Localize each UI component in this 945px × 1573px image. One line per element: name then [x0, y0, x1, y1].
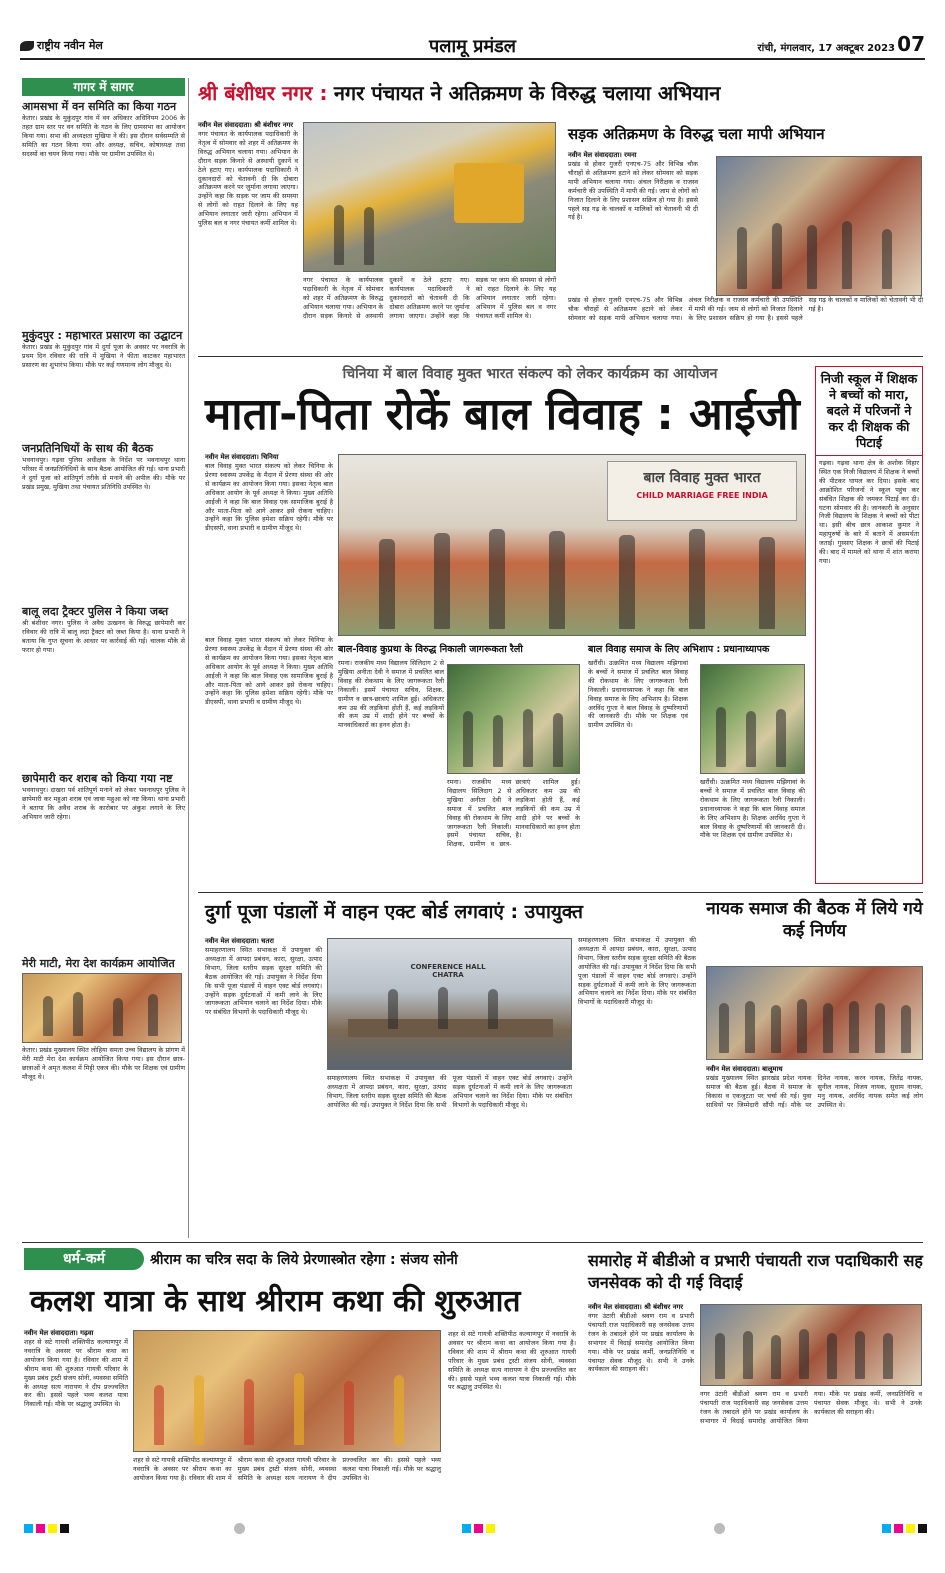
- brief-text: भवनाथपुर। गढ़वा पुलिस अधीक्षक के निर्देश पर भवनाथपुर थाना परिसर में जनप्रतिनिधियों के साथ बैठक आयोजित की गई। थाना प्रभारी ने दुर्गा पूजा को शांतिपूर्ण तरीके से मनाने की अपील की। मौके पर प्रखंड प्रमुख, मुखिया तथा पंचायत प्रतिनिधि उपस्थित थे।: [22, 456, 185, 491]
- brief-item: [22, 100, 185, 326]
- brief-item: [22, 605, 185, 769]
- story2-byline: नवीन मेल संवाददाता। रमना: [568, 151, 637, 159]
- story2-headline: सड़क अतिक्रमण के विरुद्ध चला मापी अभियान: [568, 125, 825, 143]
- story3-headline: माता-पिता रोकें बाल विवाह : आईजी: [205, 389, 800, 440]
- story10-text-continued: नगर उंटारी बीडीओ श्रवण राम व प्रभारी पंचायती राज पदाधिकारी सह जनसेवक उत्तम रंजन के तबादले होने पर प्रखंड कार्यालय के सभागार में विदाई समारोह आयोजित किया गया। मौके पर प्रखंड कर्मी, जनप्रतिनिधि व पंचायत सेवक मौजूद थे। सभी ने उनके कार्यकाल की सराहना की।: [700, 1390, 922, 1425]
- story7-byline: नवीन मेल संवाददाता। चतरा: [205, 937, 274, 945]
- road-measure-photo: [716, 156, 922, 296]
- school-rally-photo: [700, 664, 805, 774]
- print-registration-bar: [24, 1522, 929, 1536]
- story4-text-continued: रमना। राजकीय मध्य विद्यालय सिलिदाग 2 से मुखिया अनीता देवी ने समाज में प्रचलित बाल विवाह की रोकथाम के लिए जागरूकता रैली निकाली। इसमें पंचायत सचिव, शिक्षक, ग्रामीण व छात्र-छात्राएं शामिल हुई। अधिकतर कम उम्र की लड़कियां होती हैं, कई लड़कियों की कम उम्र में शादी होने पर बच्चों के मानवाधिकारों का हनन होता है।: [447, 778, 580, 849]
- rally-photo: [447, 664, 580, 774]
- story10-text: नगर उंटारी बीडीओ श्रवण राम व प्रभारी पंचायती राज पदाधिकारी सह जनसेवक उत्तम रंजन के तबादले होने पर प्रखंड कार्यालय के सभागार में विदाई समारोह आयोजित किया गया। मौके पर प्रखंड कर्मी, जनप्रतिनिधि व पंचायत सेवक मौजूद थे। सभी ने उनके कार्यकाल की सराहना की।: [588, 1312, 694, 1374]
- story2-text: प्रखंड से होकर गुजरी एनएच-75 और विभिन्न चौक चौराहों से अतिक्रमण हटाने को लेकर सोमवार को सड़क मापी अभियान चलाया गया। अंचल निरीक्षक व राजस्व कर्मचारी की उपस्थिति में मापी की गई। जाम से लोगों को निजात दिलाने के लिए प्रशासन सक्रिय हो गया है। इससे पहले सड़ गढ़ के चालकों व मालिकों को चेतावनी भी दी गई है।: [568, 160, 698, 222]
- story1-text-continued: नगर पंचायत के कार्यपालक पदाधिकारी के नेतृत्व में सोमवार को शहर में अतिक्रमण के विरुद्ध अभियान चलाया गया। अभियान के दौरान सड़क किनारे से अस्थायी दुकानें व ठेले हटाए गए। कार्यपालक पदाधिकारी ने दुकानदारों को चेतावनी दी कि दोबारा अतिक्रमण करने पर जुर्माना लगाया जाएगा। उन्होंने कहा कि सड़क पर जाम की समस्या से लोगों को राहत दिलाने के लिए यह अभियान लगातार जारी रहेगा। अभियान में पुलिस बल व नगर पंचायत कर्मी शामिल थे।: [303, 276, 556, 320]
- brief-item: [22, 329, 185, 439]
- story6-headline: निजी स्कूल में शिक्षक ने बच्चों को मारा, बदले में परिजनों ने कर दी शिक्षक की पिटाई: [816, 367, 922, 456]
- story8-text: प्रखंड मुख्यालय स्थित झारखंड प्रदेश नायक समाज की बैठक हुई। बैठक में समाज के विकास व एकजुटता पर चर्चा की गई। युवा साथियों पर जिम्मेदारी सौंपी गई। मौके पर दिनेश नायक, करन नायक, जितेंद्र नायक, सुनील नायक, विजय नायक, सुधाम नायक, मनु नायक, अरविंद नायक समेत कई लोग उपस्थित थे।: [706, 1074, 923, 1109]
- story9-byline: नवीन मेल संवाददाता। गढ़वा: [24, 1329, 94, 1337]
- excavator-shape: [454, 163, 524, 223]
- story2-text-continued: प्रखंड से होकर गुजरी एनएच-75 और विभिन्न चौक चौराहों से अतिक्रमण हटाने को लेकर सोमवार को सड़क मापी अभियान चलाया गया। अंचल निरीक्षक व राजस्व कर्मचारी की उपस्थिति में मापी की गई। जाम से लोगों को निजात दिलाने के लिए प्रशासन सक्रिय हो गया है। इससे पहले सड़ गढ़ के चालकों व मालिकों को चेतावनी भी दी गई है।: [568, 296, 923, 322]
- masthead: [20, 32, 925, 60]
- story1-byline: नवीन मेल संवाददाता। श्री बंशीधर नगर: [198, 121, 294, 129]
- story5-text-continued: खरौंधी। उत्क्रमित मध्य विद्यालय मझिगावां के बच्चों ने समाज में प्रचलित बाल विवाह की रोकथाम के लिए जागरूकता रैली निकाली। प्रधानाध्यापक ने कहा कि बाल विवाह समाज के लिए अभिशाप है। शिक्षक अरविंद गुप्ता ने बाल विवाह के दुष्परिणामों की जानकारी दी। मौके पर शिक्षक एवं ग्रामीण उपस्थित थे।: [700, 778, 805, 840]
- paper-name: राष्ट्रीय नवीन मेल: [37, 39, 103, 52]
- story7-headline: दुर्गा पूजा पंडालों में वाहन एक्ट बोर्ड लगवाएं : उपायुक्त: [205, 901, 583, 923]
- magenta-swatch-icon: [894, 1524, 903, 1533]
- brief-photo: [22, 973, 182, 1043]
- event-banner: [607, 461, 797, 521]
- brief-text: भवनाथपुर। दाखरा पर्व शांतिपूर्ण मनाने को लेकर भवनाथपुर पुलिस ने छापेमारी कर महुआ शराब एवं जावा महुआ को नष्ट किया। थाना प्रभारी ने बताया कि अवैध शराब के कारोबार पर अंकुश लगाने के लिए अभियान जारी रहेगा।: [22, 786, 185, 821]
- registration-dot-icon: [714, 1523, 725, 1534]
- story10-byline: नवीन मेल संवाददाता। श्री बंशीधर नगर: [588, 1303, 684, 1311]
- story4-text: रमना। राजकीय मध्य विद्यालय सिलिदाग 2 से मुखिया अनीता देवी ने समाज में प्रचलित बाल विवाह की रोकथाम के लिए जागरूकता रैली निकाली। इसमें पंचायत सचिव, शिक्षक, ग्रामीण व छात्र-छात्राएं शामिल हुई। अधिकतर कम उम्र की लड़कियां होती हैं, कई लड़कियों की कम उम्र में शादी होने पर बच्चों के मानवाधिकारों का हनन होता है।: [338, 659, 444, 730]
- black-swatch-icon: [60, 1524, 69, 1533]
- kalash-yatra-photo: [133, 1330, 441, 1452]
- brief-item: [22, 957, 185, 1186]
- story9-headline: कलश यात्रा के साथ श्रीराम कथा की शुरुआत: [30, 1284, 521, 1319]
- story1-headline-row: [198, 80, 721, 106]
- black-swatch-icon: [918, 1524, 927, 1533]
- yellow-swatch-icon: [486, 1524, 495, 1533]
- magenta-swatch-icon: [474, 1524, 483, 1533]
- brief-item: [22, 442, 185, 602]
- magenta-swatch-icon: [36, 1524, 45, 1533]
- brief-headline: बालू लदा ट्रैक्टर पुलिस ने किया जब्त: [22, 605, 169, 618]
- story3-text: बाल विवाह मुक्त भारत संकल्प को लेकर चिनिया के प्रेरणा स्वास्थ्य उपकेंद्र के मैदान में प्रेरणा संस्था की ओर से कार्यक्रम का आयोजन किया गया। इसका नेतृत्व बाल अधिकार आयोग के पूर्व अध्यक्ष ने किया। मुख्य अतिथि आईजी ने कहा कि बाल विवाह एक सामाजिक बुराई है और माता-पिता को आगे आकर इसे रोकना चाहिए। उन्होंने कहा कि पुलिस हमेशा सक्रिय रहेगी। मौके पर डीएसपी, थाना प्रभारी व ग्रामीण मौजूद थे।: [205, 462, 333, 533]
- yellow-swatch-icon: [48, 1524, 57, 1533]
- column-tag: गागर में सागर: [22, 78, 185, 96]
- brief-text: केतार। प्रखंड मुख्यालय स्थित लोहिया समता उच्च विद्यालय के प्रांगण में मेरी माटी मेरा देश कार्यक्रम आयोजित किया गया। इस दौरान छात्र-छात्राओं ने अमृत कलश में मिट्टी एकत्र की। मौके पर शिक्षक एवं ग्रामीण मौजूद थे।: [22, 1046, 185, 1081]
- banner-hindi: बाल विवाह मुक्त भारत: [643, 470, 761, 486]
- brief-headline: आमसभा में वन समिति का किया गठन: [22, 100, 177, 113]
- brief-headline: मुकुंदपुर : महाभारत प्रसारण का उद्घाटन: [22, 329, 183, 342]
- story5-headline: बाल विवाह समाज के लिए अभिशाप : प्रधानाध्यापक: [588, 644, 770, 655]
- story4-headline: बाल-विवाह कुप्रथा के विरुद्ध निकाली जागरूकता रैली: [338, 644, 523, 655]
- left-column: [22, 78, 189, 1238]
- brief-headline: मेरी माटी, मेरा देश कार्यक्रम आयोजित: [22, 957, 175, 970]
- farewell-photo: [700, 1304, 922, 1386]
- story-teacher-beaten: [815, 366, 923, 884]
- story6-text: गढ़वा। गढ़वा थाना क्षेत्र के अशोक विहार स्थित एक निजी विद्यालय में शिक्षक ने बच्चों की पीटकर घायल कर दिया। इसके बाद आक्रोशित परिजनों ने स्कूल पहुंच कर संबंधित शिक्षक की जमकर पिटाई कर दी। घटना सोमवार की है। जानकारी के अनुसार निजी विद्यालय के शिक्षक ने बच्चों को पीटा था। इसी बीच छात्र आकाश कुमार ने महापुरुषों के बारे में बताने में असमर्थता जताई। गुस्साए शिक्षक ने छात्रों की पिटाई की। बाद में मामले को थाना में शांत कराया गया।: [819, 459, 919, 565]
- story3-text-continued: बाल विवाह मुक्त भारत संकल्प को लेकर चिनिया के प्रेरणा स्वास्थ्य उपकेंद्र के मैदान में प्रेरणा संस्था की ओर से कार्यक्रम का आयोजन किया गया। इसका नेतृत्व बाल अधिकार आयोग के पूर्व अध्यक्ष ने किया। मुख्य अतिथि आईजी ने कहा कि बाल विवाह एक सामाजिक बुराई है और माता-पिता को आगे आकर इसे रोकना चाहिए। उन्होंने कहा कि पुलिस हमेशा सक्रिय रहेगी। मौके पर डीएसपी, थाना प्रभारी व ग्रामीण मौजूद थे।: [205, 636, 333, 707]
- brief-headline: जनप्रतिनिधियों के साथ की बैठक: [22, 442, 153, 455]
- story9-text-continued: शहर से सटे गायत्री शक्तिपीठ कल्याणपुर में नवरात्रि के अवसर पर श्रीराम कथा का आयोजन किया गया है। रविवार की शाम में श्रीराम कथा की शुरुआत गायत्री परिवार के मुख्य प्रबंध ट्रस्टी संजय सोनी, व्यवस्था समिति के अध्यक्ष सत्य नारायण ने दीप प्रज्ज्वलित कर की। इससे पहले भव्य कलश यात्रा निकाली गई। मौके पर श्रद्धालु उपस्थित थे।: [133, 1456, 441, 1482]
- bulldozer-photo: [303, 122, 556, 272]
- story10-headline: समारोह में बीडीओ व प्रभारी पंचायती राज पदाधिकारी सह जनसेवक को दी गई विदाई: [588, 1251, 923, 1292]
- story3-kicker: चिनिया में बाल विवाह मुक्त भारत संकल्प को लेकर कार्यक्रम का आयोजन: [342, 366, 718, 382]
- story3-byline: नवीन मेल संवाददाता। चिनिया: [205, 453, 279, 461]
- story9-kicker: श्रीराम का चरित्र सदा के लिये प्रेरणास्त्रोत रहेगा : संजय सोनी: [150, 1252, 458, 1268]
- story7-text-continued: समाहरणालय स्थित सभाकक्ष में उपायुक्त की अध्यक्षता में आपदा प्रबंधन, कारा, सुरक्षा, उत्पाद विभाग, जिला स्तरीय सड़क सुरक्षा समिति की बैठक आयोजित की गई। उपायुक्त ने निर्देश दिया कि सभी पूजा पंडालों में वाहन एक्ट बोर्ड लगवाएं। उन्होंने सड़क दुर्घटनाओं में कमी लाने के लिए जागरूकता अभियान चलाने का निर्देश दिया। मौके पर संबंधित विभागों के पदाधिकारी मौजूद थे।: [327, 1074, 572, 1109]
- yellow-swatch-icon: [906, 1524, 915, 1533]
- hall-sign: CONFERENCE HALL CHATRA: [410, 963, 486, 979]
- story8-byline: नवीन मेल संवाददाता। बालूमाथ: [706, 1065, 783, 1073]
- dateline: रांची, मंगलवार, 17 अक्टूबर 2023: [757, 43, 895, 54]
- section-tag-dharm: धर्म-कर्म: [24, 1248, 144, 1270]
- story9-text-column: शहर से सटे गायत्री शक्तिपीठ कल्याणपुर में नवरात्रि के अवसर पर श्रीराम कथा का आयोजन किया गया है। रविवार की शाम में श्रीराम कथा की शुरुआत गायत्री परिवार के मुख्य प्रबंध ट्रस्टी संजय सोनी, व्यवस्था समिति के अध्यक्ष सत्य नारायण ने दीप प्रज्ज्वलित कर की। इससे पहले भव्य कलश यात्रा निकाली गई। मौके पर श्रद्धालु उपस्थित थे।: [448, 1330, 576, 1392]
- story9-text: शहर से सटे गायत्री शक्तिपीठ कल्याणपुर में नवरात्रि के अवसर पर श्रीराम कथा का आयोजन किया गया है। रविवार की शाम में श्रीराम कथा की शुरुआत गायत्री परिवार के मुख्य प्रबंध ट्रस्टी संजय सोनी, व्यवस्था समिति के अध्यक्ष सत्य नारायण ने दीप प्रज्ज्वलित कर की। इससे पहले भव्य कलश यात्रा निकाली गई। मौके पर श्रद्धालु उपस्थित थे।: [24, 1338, 128, 1409]
- banner-english: CHILD MARRIAGE FREE INDIA: [636, 491, 768, 500]
- brief-text: केतार। प्रखंड के मुकुंदपुर गांव में दुर्गा पूजा के अवसर पर नवरात्रि के प्रथम दिन रविवार की रात्रि में मुखिया ने फीता काटकर महाभारत प्रसारण का शुभारंभ किया। मौके पर कई गणमान्य लोग मौजूद थे।: [22, 343, 185, 369]
- brief-text: केतार। प्रखंड के मुकुंदपुर गांव में वन अधिकार अधिनियम 2006 के तहत ग्राम स्तर पर वन समिति के गठन के लिए ग्रामसभा का आयोजन किया गया। सभा की अध्यक्षता मुखिया ने की। इस दौरान सर्वसम्मति से समिति का गठन किया गया और अध्यक्ष, सचिव, कोषाध्यक्ष तथा सदस्यों का चयन किया गया। मौके पर ग्रामीण उपस्थित थे।: [22, 114, 185, 158]
- cyan-swatch-icon: [462, 1524, 471, 1533]
- cyan-swatch-icon: [882, 1524, 891, 1533]
- conference-table: [348, 1019, 553, 1037]
- brief-headline: छापेमारी कर शराब को किया गया नष्ट: [22, 772, 173, 785]
- conference-hall-photo: [327, 938, 572, 1070]
- story1-kicker: श्री बंशीधर नगर :: [198, 81, 328, 105]
- section-title: पलामू प्रमंडल: [429, 36, 516, 57]
- nayak-meeting-photo: [706, 966, 923, 1060]
- story1-headline: नगर पंचायत ने अतिक्रमण के विरुद्ध चलाया अभियान: [333, 81, 721, 105]
- story7-text-column: समाहरणालय स्थित सभाकक्ष में उपायुक्त की अध्यक्षता में आपदा प्रबंधन, कारा, सुरक्षा, उत्पाद विभाग, जिला स्तरीय सड़क सुरक्षा समिति की बैठक आयोजित की गई। उपायुक्त ने निर्देश दिया कि सभी पूजा पंडालों में वाहन एक्ट बोर्ड लगवाएं। उन्होंने सड़क दुर्घटनाओं में कमी लाने के लिए जागरूकता अभियान चलाने का निर्देश दिया। मौके पर संबंधित विभागों के पदाधिकारी मौजूद थे।: [578, 936, 696, 1007]
- brief-text: श्री बंशीधर नगर। पुलिस ने अवैध उत्खनन के विरुद्ध छापेमारी कर रविवार की रात्रि में बालू लदा ट्रैक्टर को जब्त किया है। थाना प्रभारी ने बताया कि गुप्त सूचना के आधार पर कार्रवाई की गई। चालक मौके से फरार हो गया।: [22, 619, 185, 654]
- story1-text: नगर पंचायत के कार्यपालक पदाधिकारी के नेतृत्व में सोमवार को शहर में अतिक्रमण के विरुद्ध अभियान चलाया गया। अभियान के दौरान सड़क किनारे से अस्थायी दुकानें व ठेले हटाए गए। कार्यपालक पदाधिकारी ने दुकानदारों को चेतावनी दी कि दोबारा अतिक्रमण करने पर जुर्माना लगाया जाएगा। उन्होंने कहा कि सड़क पर जाम की समस्या से लोगों को राहत दिलाने के लिए यह अभियान लगातार जारी रहेगा। अभियान में पुलिस बल व नगर पंचायत कर्मी शामिल थे।: [198, 130, 298, 228]
- child-marriage-event-photo: [338, 454, 806, 636]
- brief-item: [22, 772, 185, 954]
- story5-text: खरौंधी। उत्क्रमित मध्य विद्यालय मझिगावां के बच्चों ने समाज में प्रचलित बाल विवाह की रोकथाम के लिए जागरूकता रैली निकाली। प्रधानाध्यापक ने कहा कि बाल विवाह समाज के लिए अभिशाप है। शिक्षक अरविंद गुप्ता ने बाल विवाह के दुष्परिणामों की जानकारी दी। मौके पर शिक्षक एवं ग्रामीण उपस्थित थे।: [588, 659, 688, 730]
- story8-headline: नायक समाज की बैठक में लिये गये कई निर्णय: [706, 899, 923, 941]
- registration-dot-icon: [234, 1523, 245, 1534]
- page-number: 07: [897, 32, 925, 56]
- cyan-swatch-icon: [24, 1524, 33, 1533]
- story7-text: समाहरणालय स्थित सभाकक्ष में उपायुक्त की अध्यक्षता में आपदा प्रबंधन, कारा, सुरक्षा, उत्पाद विभाग, जिला स्तरीय सड़क सुरक्षा समिति की बैठक आयोजित की गई। उपायुक्त ने निर्देश दिया कि सभी पूजा पंडालों में वाहन एक्ट बोर्ड लगवाएं। उन्होंने सड़क दुर्घटनाओं में कमी लाने के लिए जागरूकता अभियान चलाने का निर्देश दिया। मौके पर संबंधित विभागों के पदाधिकारी मौजूद थे।: [205, 946, 322, 1017]
